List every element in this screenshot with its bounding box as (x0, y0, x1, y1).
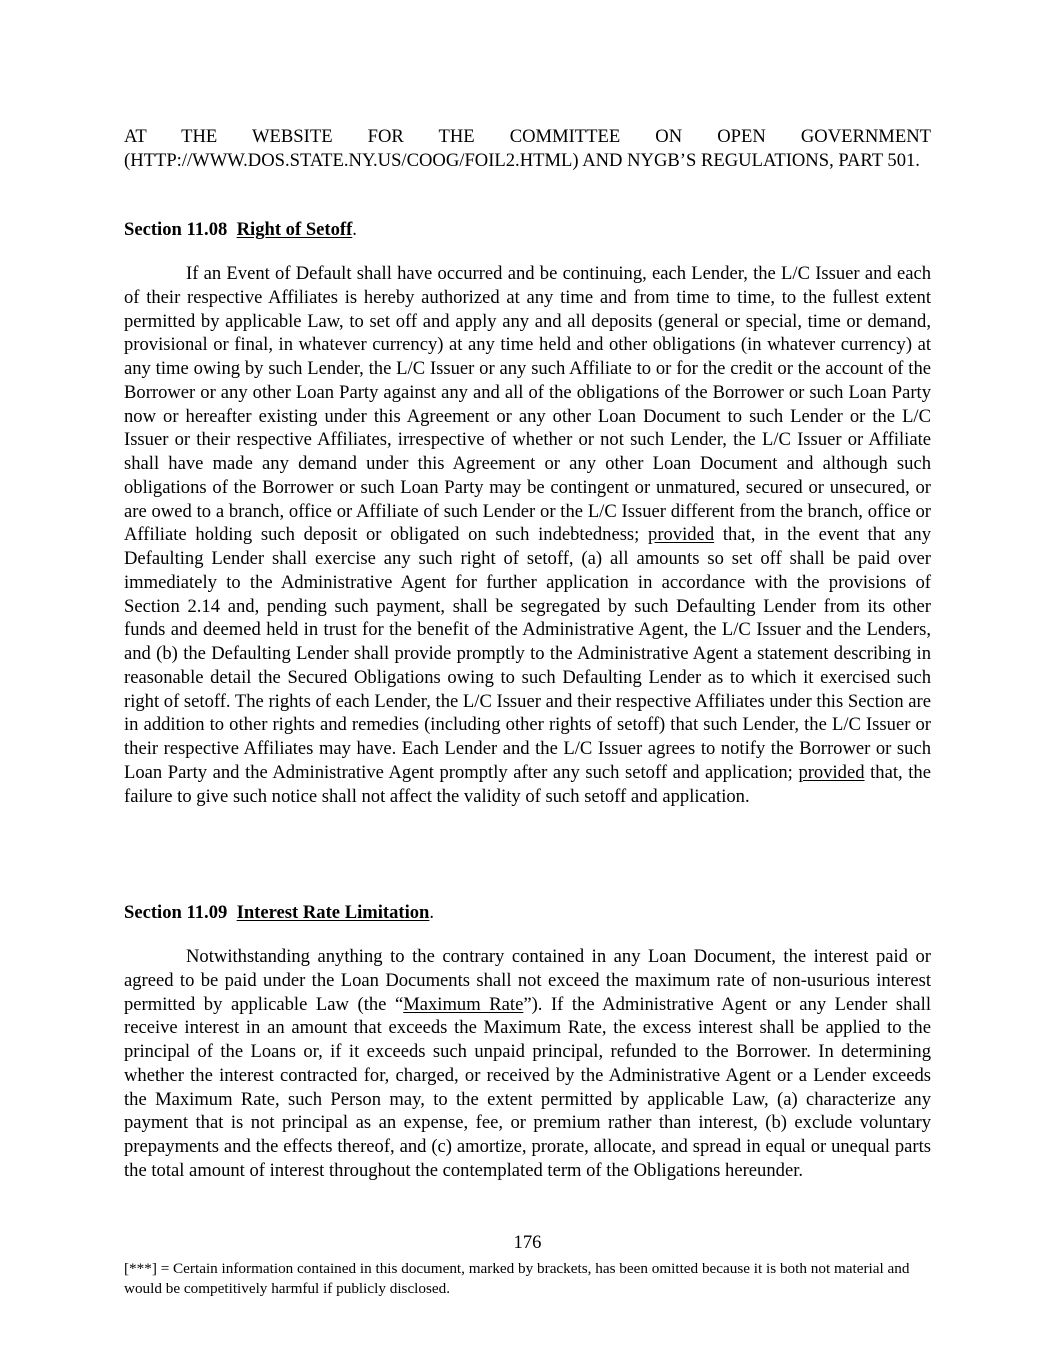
section-heading-setoff: Section 11.08 Right of Setoff. (124, 219, 357, 240)
body-text: Notwithstanding anything to the contrary contained in any Loan Document, the interest paid or agreed to be paid under the Loan Documents shall not exceed the maximum rate of non-usurious interest permitted by applicable Law (the “ (124, 946, 931, 1015)
defined-term-maximum-rate: Maximum Rate (403, 993, 524, 1015)
defined-term-provided: provided (798, 761, 865, 783)
section-body-interest-rate (124, 945, 931, 1183)
section-heading-interest-rate: Section 11.09 Interest Rate Limitation. (124, 902, 435, 923)
body-text: that, in the event that any Defaulting Lender shall exercise any such right of setoff, (a) all amounts so set off shall be paid over immediately to the Administrative Agent for further application in accordance with the provisions of Section 2.14 and, pending such payment, shall be segregated by such Defaulting Lender from its other funds and deemed held in trust for the benefit of the Administrative Agent, the L/C Issuer and the Lenders, and (b) the Defaulting Lender shall provide promptly to the Administrative Agent a statement describing in reasonable detail the Secured Obligations owing to such Defaulting Lender as to which it exercised such right of setoff. The rights of each Lender, the L/C Issuer and their respective Affiliates under this Section are in addition to other rights and remedies (including other rights of setoff) that such Lender, the L/C Issuer or their respective Affiliates may have. Each Lender and the L/C Issuer agrees to notify the Borrower or such Loan Party and the Administrative Agent promptly after any such setoff and application; (124, 524, 932, 783)
footnote: [***] = Certain information contained in this document, marked by brackets, has been omitted because it is both not material and would be competitively harmful if publicly disclosed. (124, 1260, 910, 1297)
page-number: 176 (513, 1232, 542, 1253)
body-text: ”). If the Administrative Agent or any Lender shall receive interest in an amount that exceeds the Maximum Rate, the excess interest shall be applied to the principal of the Loans or, if it exceeds such unpaid principal, refunded to the Borrower. In determining whether the interest contracted for, charged, or received by the Administrative Agent or a Lender exceeds the Maximum Rate, such Person may, to the extent permitted by applicable Law, (a) characterize any payment that is not principal as an expense, fee, or premium rather than interest, (b) exclude voluntary prepayments and the effects thereof, and (c) amortize, prorate, allocate, and spread in equal or unequal parts the total amount of interest throughout the contemplated term of the Obligations hereunder. (124, 993, 931, 1181)
defined-term-provided: provided (648, 524, 715, 546)
body-text: that, the failure to give such notice shall not affect the validity of such setoff and application. (124, 761, 931, 807)
section-number: Section 11.08 (124, 219, 228, 240)
section-title: Right of Setoff (236, 219, 353, 240)
section-number: Section 11.09 (124, 902, 228, 923)
intro-caps-paragraph: AT THE WEBSITE FOR THE COMMITTEE ON OPEN GOVERNMENT (HTTP://WWW.DOS.STATE.NY.US/COOG/FOIL2.HTML) AND NYGB’S REGULATIONS, PART 501. (124, 126, 931, 171)
section-body-setoff (124, 262, 931, 808)
body-text: If an Event of Default shall have occurred and be continuing, each Lender, the L/C Issuer and each of their respective Affiliates is hereby authorized at any time and from time to time, to the fullest extent permitted by applicable Law, to set off and apply any and all deposits (general or special, time or demand, provisional or final, in whatever currency) at any time held and other obligations (in whatever currency) at any time owing by such Lender, the L/C Issuer or any such Affiliate to or for the credit or the account of the Borrower or any other Loan Party against any and all of the obligations of the Borrower or such Loan Party now or hereafter existing under this Agreement or any other Loan Document to such Lender or the L/C Issuer or their respective Affiliates, irrespective of whether or not such Lender, the L/C Issuer or Affiliate shall have made any demand under this Agreement or any other Loan Document and although such obligations of the Borrower or such Loan Party may be contingent or unmatured, secured or unsecured, or are owed to a branch, office or Affiliate of such Lender or the L/C Issuer different from the branch, office or Affiliate holding such deposit or obligated on such indebtedness; (124, 263, 931, 546)
section-title: Interest Rate Limitation (236, 902, 430, 923)
